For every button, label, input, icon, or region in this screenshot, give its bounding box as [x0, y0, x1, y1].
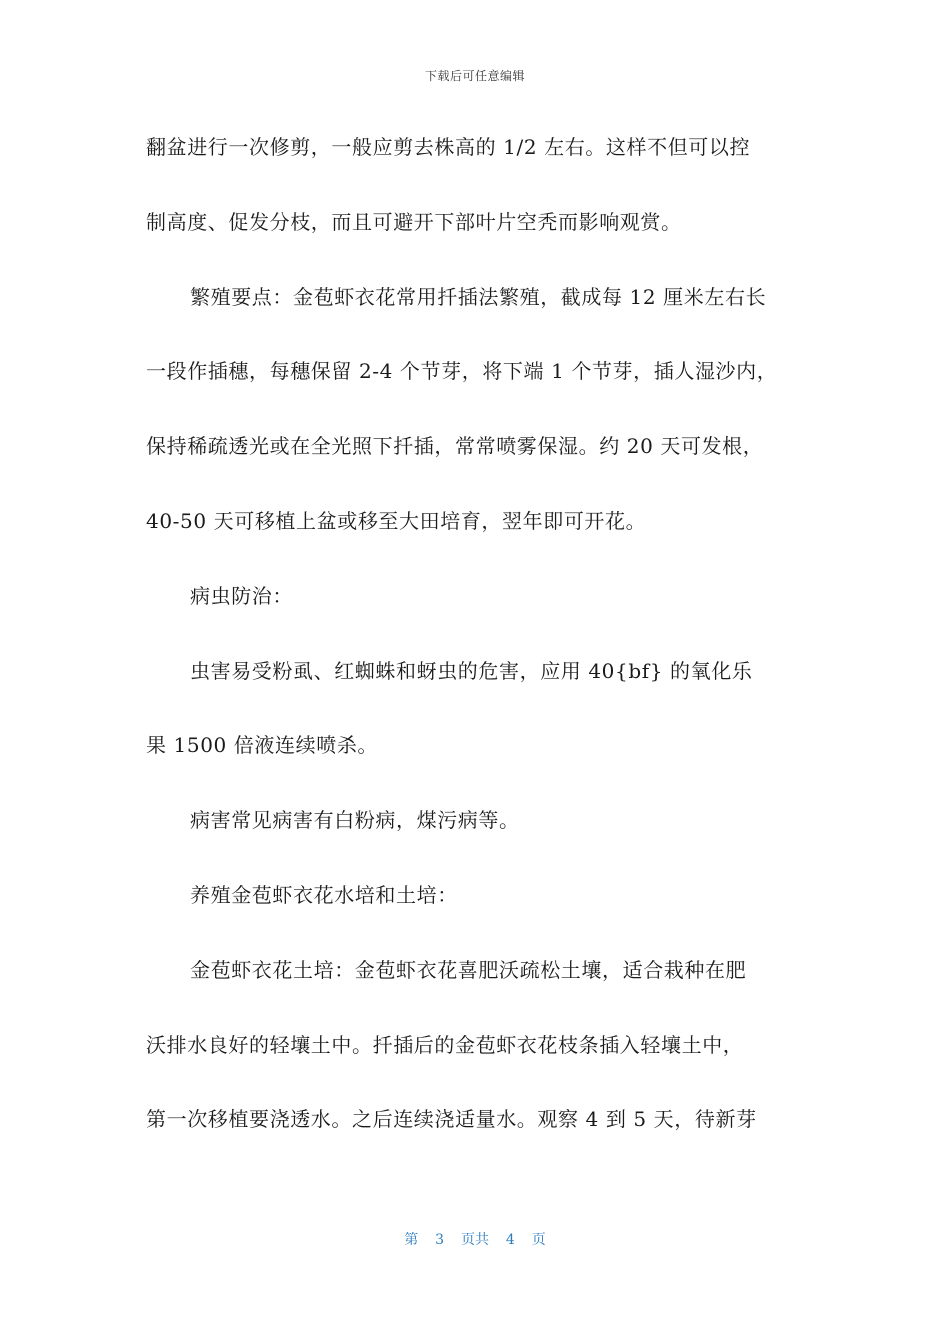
body-line: 保持稀疏透光或在全光照下扦插，常常喷雾保湿。约 20 天可发根， — [146, 434, 764, 459]
body-line: 第一次移植要浇透水。之后连续浇适量水。观察 4 到 5 天，待新芽 — [146, 1107, 757, 1132]
document-body — [146, 126, 804, 1173]
page-header-note: 下载后可任意编辑 — [424, 69, 525, 83]
paragraph-diseases: 病害常见病害有白粉病，煤污病等。 — [190, 808, 520, 833]
body-line: 果 1500 倍液连续喷杀。 — [146, 733, 379, 758]
paragraph-propagation: 繁殖要点：金苞虾衣花常用扦插法繁殖，截成每 12 厘米左右长 — [190, 284, 767, 309]
body-line: 翻盆进行一次修剪，一般应剪去株高的 1/2 左右。这样不但可以控 — [146, 135, 751, 159]
body-line: 40-50 天可移植上盆或移至大田培育，翌年即可开花。 — [146, 508, 647, 533]
body-line: 一段作插穗，每穗保留 2-4 个节芽，将下端 1 个节芽，插人湿沙内， — [146, 359, 778, 384]
paragraph-insect-pests: 虫害易受粉虱、红蜘蛛和蚜虫的危害，应用 40{bf} 的氧化乐 — [190, 658, 753, 683]
body-line: 制高度、促发分枝，而且可避开下部叶片空秃而影响观赏。 — [146, 209, 682, 234]
page-number-footer: 第 3 页共 4 页 — [404, 1232, 546, 1248]
section-heading-cultivation: 养殖金苞虾衣花水培和土培： — [190, 882, 458, 907]
section-heading-pest-control: 病虫防治： — [190, 583, 293, 608]
body-line: 沃排水良好的轻壤土中。扦插后的金苞虾衣花枝条插入轻壤土中， — [146, 1032, 744, 1057]
paragraph-soil-culture: 金苞虾衣花土培：金苞虾衣花喜肥沃疏松土壤，适合栽种在肥 — [190, 957, 747, 982]
